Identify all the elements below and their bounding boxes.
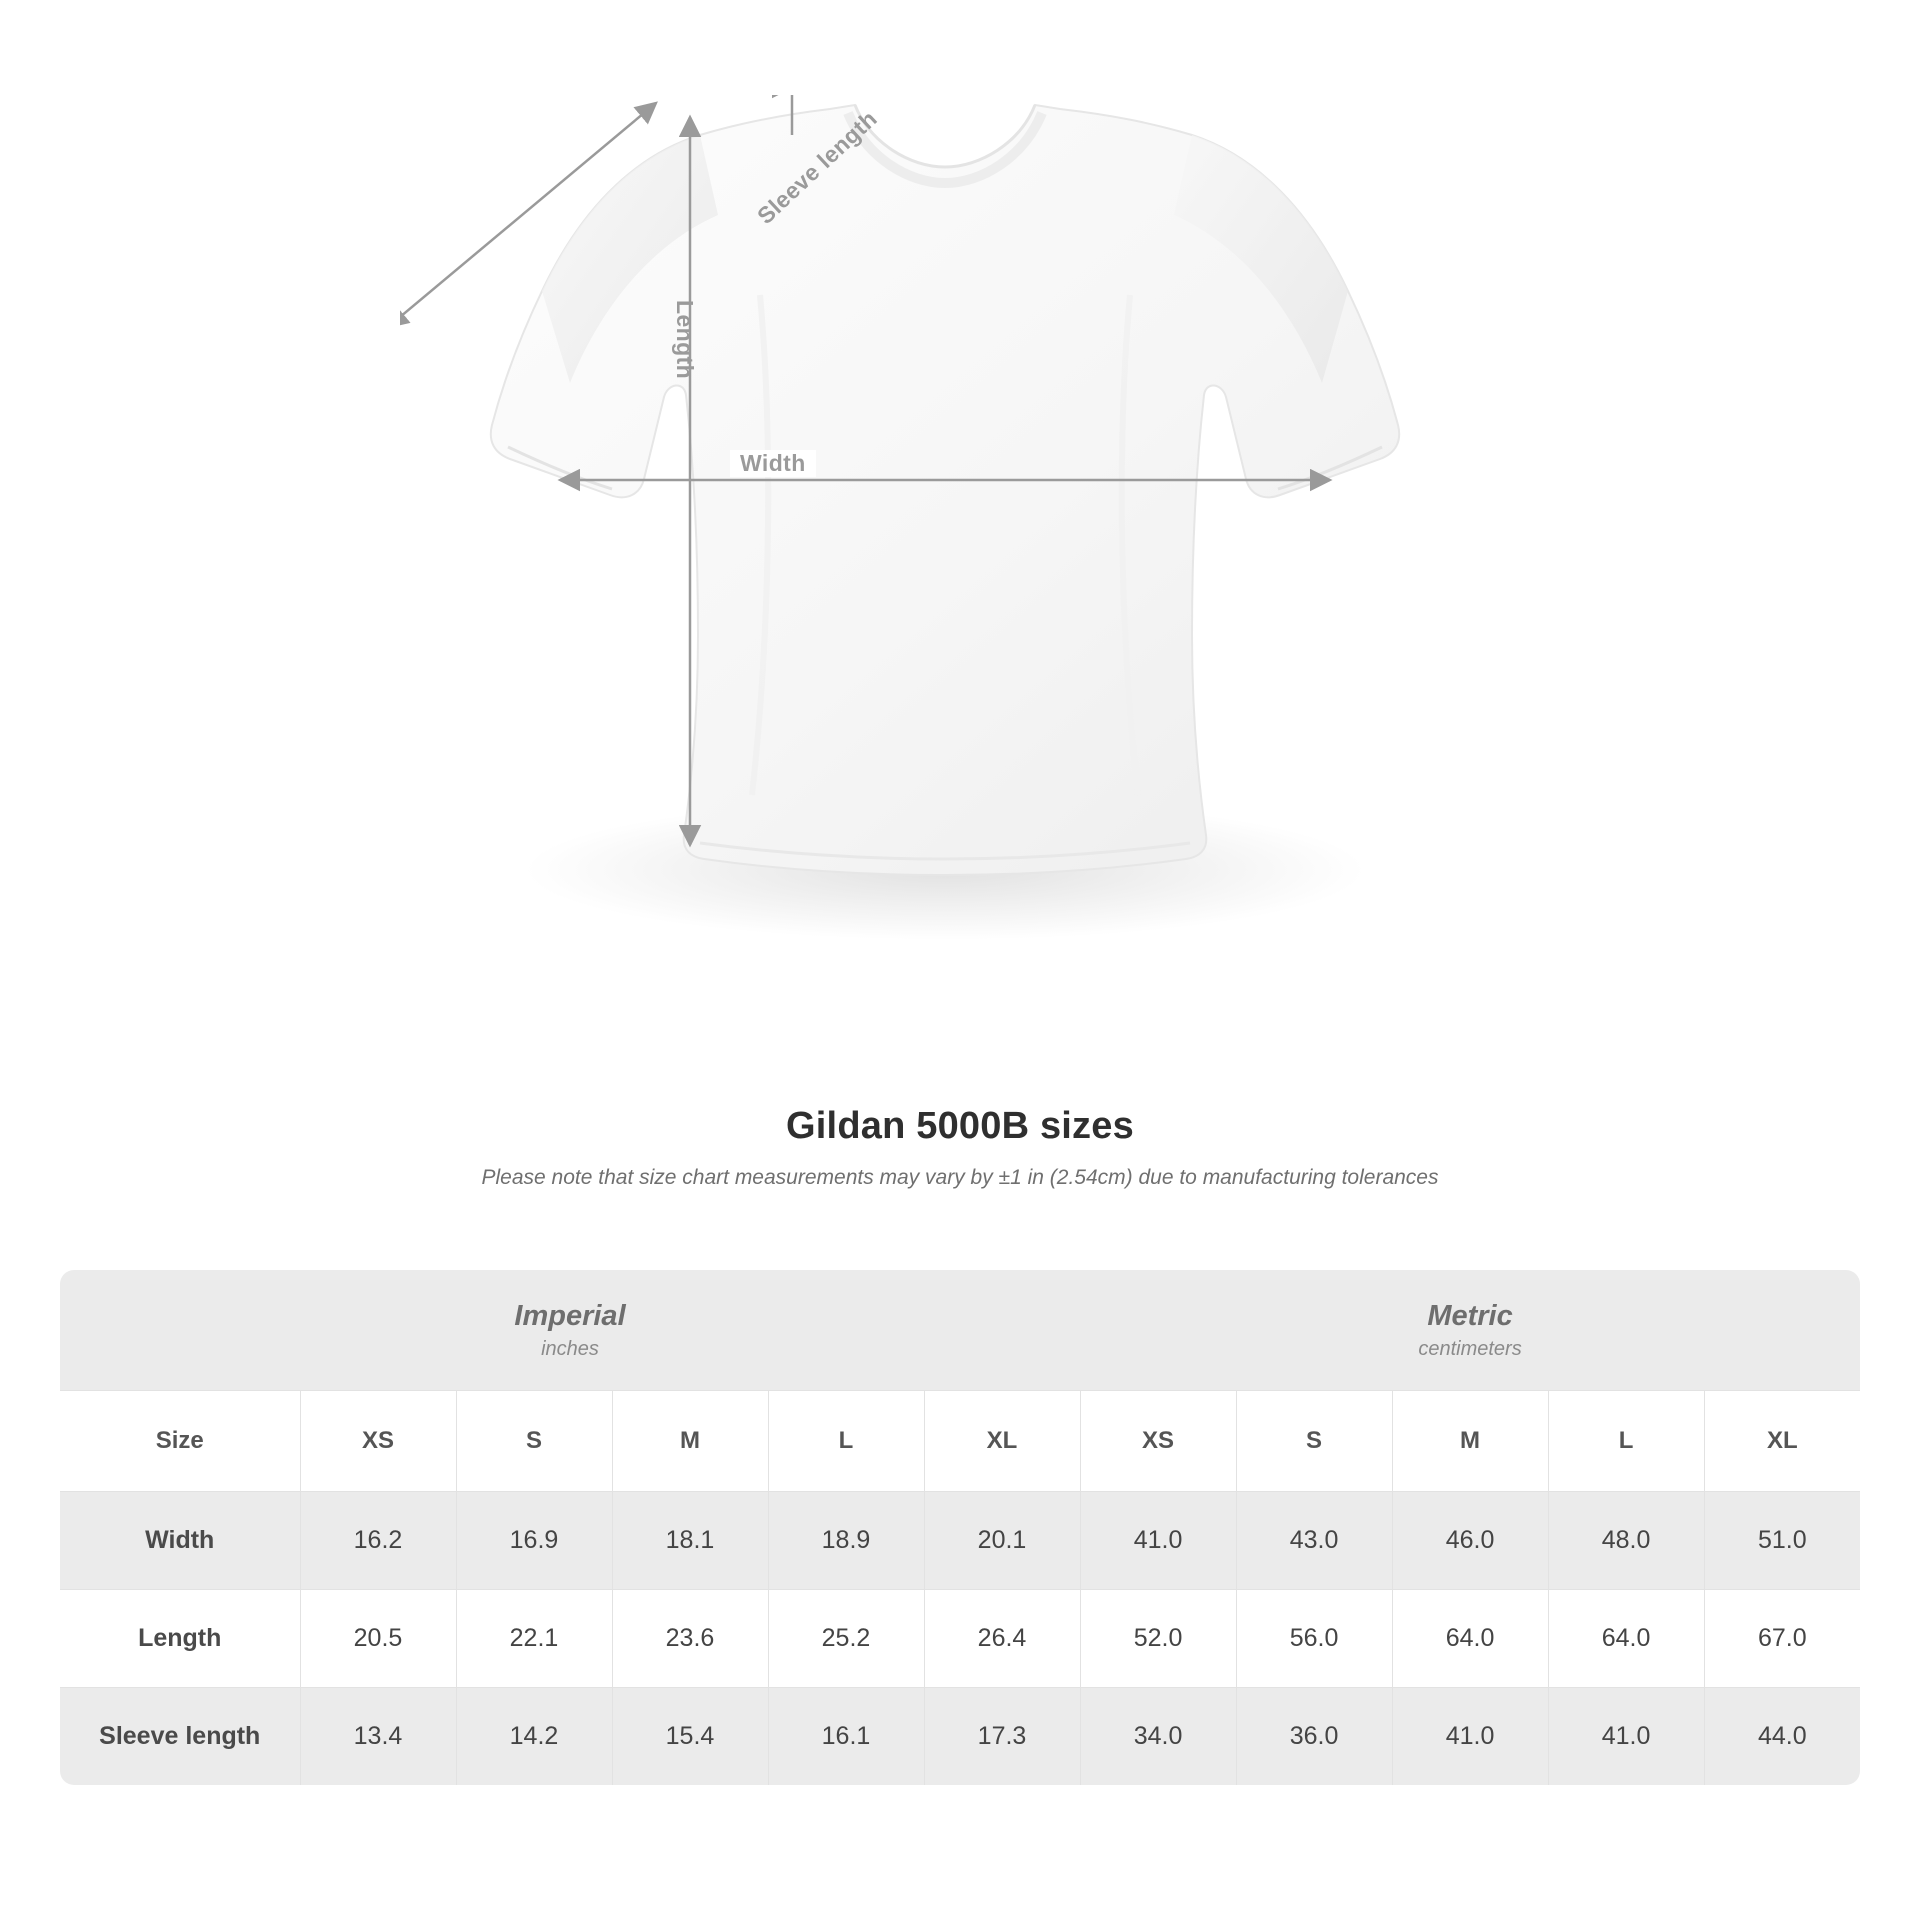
cell-length-imperial-l: 25.2 (768, 1590, 924, 1688)
col-header-imperial-xl: XL (924, 1391, 1080, 1492)
col-header-metric-xl: XL (1704, 1391, 1860, 1492)
unit-imperial-name: Imperial (514, 1300, 626, 1332)
cell-sleeve-imperial-s: 14.2 (456, 1688, 612, 1786)
table-row (60, 1688, 1860, 1786)
col-header-metric-xs: XS (1080, 1391, 1236, 1492)
unit-metric-name: Metric (1427, 1300, 1513, 1332)
cell-length-imperial-m: 23.6 (612, 1590, 768, 1688)
row-label-length: Length (60, 1590, 300, 1688)
title-block (0, 1105, 1920, 1190)
cell-sleeve-metric-l: 41.0 (1548, 1688, 1704, 1786)
unit-imperial (60, 1270, 1080, 1391)
table-row (60, 1492, 1860, 1590)
cell-sleeve-imperial-l: 16.1 (768, 1688, 924, 1786)
col-header-metric-l: L (1548, 1391, 1704, 1492)
cell-length-imperial-xs: 20.5 (300, 1590, 456, 1688)
cell-width-metric-s: 43.0 (1236, 1492, 1392, 1590)
size-table (60, 1270, 1860, 1785)
col-header-metric-m: M (1392, 1391, 1548, 1492)
col-header-imperial-xs: XS (300, 1391, 456, 1492)
row-label-width: Width (60, 1492, 300, 1590)
unit-imperial-sub: inches (541, 1338, 599, 1361)
cell-sleeve-imperial-m: 15.4 (612, 1688, 768, 1786)
length-label: Length (672, 300, 698, 380)
cell-width-imperial-xl: 20.1 (924, 1492, 1080, 1590)
cell-width-metric-xl: 51.0 (1704, 1492, 1860, 1590)
col-header-imperial-l: L (768, 1391, 924, 1492)
cell-width-metric-l: 48.0 (1548, 1492, 1704, 1590)
cell-length-metric-xs: 52.0 (1080, 1590, 1236, 1688)
page-title: Gildan 5000B sizes (786, 1105, 1134, 1147)
tshirt-figure (400, 95, 1490, 1075)
tshirt-icon (400, 95, 1490, 1075)
cell-width-metric-xs: 41.0 (1080, 1492, 1236, 1590)
col-header-metric-s: S (1236, 1391, 1392, 1492)
cell-sleeve-metric-s: 36.0 (1236, 1688, 1392, 1786)
cell-sleeve-metric-xl: 44.0 (1704, 1688, 1860, 1786)
cell-sleeve-metric-xs: 34.0 (1080, 1688, 1236, 1786)
row-label-sleeve-length: Sleeve length (60, 1688, 300, 1786)
cell-length-metric-s: 56.0 (1236, 1590, 1392, 1688)
column-header-row (60, 1391, 1860, 1492)
cell-sleeve-metric-m: 41.0 (1392, 1688, 1548, 1786)
unit-metric (1080, 1270, 1860, 1391)
unit-metric-sub: centimeters (1418, 1338, 1522, 1361)
table-row (60, 1590, 1860, 1688)
cell-width-imperial-m: 18.1 (612, 1492, 768, 1590)
cell-length-imperial-s: 22.1 (456, 1590, 612, 1688)
cell-width-imperial-xs: 16.2 (300, 1492, 456, 1590)
col-header-imperial-m: M (612, 1391, 768, 1492)
unit-header-row (60, 1270, 1860, 1391)
sleeve-length-label: Sleeve length (752, 105, 882, 230)
cell-width-imperial-s: 16.9 (456, 1492, 612, 1590)
cell-length-metric-xl: 67.0 (1704, 1590, 1860, 1688)
cell-width-metric-m: 46.0 (1392, 1492, 1548, 1590)
col-header-size: Size (60, 1391, 300, 1492)
cell-width-imperial-l: 18.9 (768, 1492, 924, 1590)
cell-length-metric-l: 64.0 (1548, 1590, 1704, 1688)
tolerance-note: Please note that size chart measurements may vary by ±1 in (2.54cm) due to manufacturing tolerances (481, 1166, 1439, 1189)
col-header-imperial-s: S (456, 1391, 612, 1492)
cell-length-imperial-xl: 26.4 (924, 1590, 1080, 1688)
width-label: Width (730, 450, 816, 477)
cell-sleeve-imperial-xl: 17.3 (924, 1688, 1080, 1786)
cell-length-metric-m: 64.0 (1392, 1590, 1548, 1688)
cell-sleeve-imperial-xs: 13.4 (300, 1688, 456, 1786)
size-table-wrap (60, 1270, 1860, 1785)
